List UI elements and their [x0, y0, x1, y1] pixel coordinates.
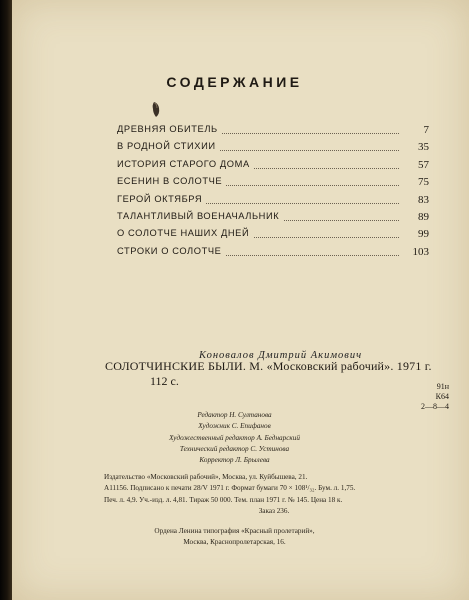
- subject-code: 2—8—4: [421, 402, 449, 411]
- print-details: [104, 472, 444, 517]
- credit-line: Технический редактор С. Устинова: [179, 444, 290, 453]
- classification-codes: [421, 382, 449, 412]
- toc-entry-page: 75: [418, 176, 429, 189]
- order-number: Заказ 236.: [258, 506, 290, 515]
- toc-entry-title: ТАЛАНТЛИВЫЙ ВОЕНАЧАЛЬНИК: [117, 211, 283, 221]
- credit-line: Художник С. Епифанов: [198, 422, 271, 431]
- toc-entry: [117, 124, 429, 141]
- credit-line: Художественный редактор А. Беднарский: [169, 433, 300, 442]
- publisher-address: Издательство «Московский рабочий», Москва, ул. Куйбышева, 21.: [104, 473, 308, 481]
- page-count: 112 с.: [150, 374, 179, 388]
- printer-line: Ордена Ленина типография «Красный пролетарий»,: [154, 527, 315, 535]
- toc-entry-page: 57: [418, 158, 429, 171]
- toc-entry-title: ГЕРОЙ ОКТЯБРЯ: [117, 194, 206, 204]
- toc-entry: [117, 194, 429, 211]
- print-spec-line: Печ. л. 4,9. Уч.-изд. л. 4,81. Тираж 50 000. Тем. план 1971 г. № 145. Цена 18 к.: [104, 495, 343, 504]
- contents-title: СОДЕРЖАНИЕ: [166, 74, 303, 90]
- credit-line: Редактор Н. Султанова: [197, 411, 272, 419]
- toc-entry-title: ЕСЕНИН В СОЛОТЧЕ: [117, 176, 226, 186]
- bbk-code: 91н: [436, 382, 449, 391]
- book-description: СОЛОТЧИНСКИЕ БЫЛИ. М. «Московский рабочий». 1971 г.: [105, 359, 432, 373]
- toc-entry-page: 103: [412, 245, 429, 258]
- toc-entry-title: О СОЛОТЧЕ НАШИХ ДНЕЙ: [117, 228, 253, 238]
- printing-house: [0, 526, 469, 549]
- page-edge: [0, 0, 12, 600]
- printer-line: Москва, Краснопролетарская, 16.: [183, 538, 286, 547]
- toc-entry-page: 99: [418, 228, 429, 241]
- toc-entry-title: ДРЕВНЯЯ ОБИТЕЛЬ: [117, 124, 222, 134]
- toc-entry: [117, 211, 429, 228]
- author-mark: К64: [435, 392, 449, 401]
- table-of-contents: [117, 124, 429, 263]
- ink-blot-icon: [151, 101, 161, 118]
- toc-entry-title: В РОДНОЙ СТИХИИ: [117, 141, 220, 151]
- print-spec-line: А11156. Подписано к печати 28/V 1971 г. Формат бумаги 70 × 108¹/₃₂. Бум. л. 1,75.: [104, 484, 356, 493]
- toc-entry: [117, 176, 429, 193]
- toc-entry: [117, 246, 429, 263]
- credit-line: Корректор Л. Брылева: [199, 456, 270, 465]
- toc-entry-title: СТРОКИ О СОЛОТЧЕ: [117, 246, 225, 256]
- author-name: Коновалов Дмитрий Акимович: [199, 350, 363, 361]
- toc-entry: [117, 141, 429, 158]
- toc-entry-title: ИСТОРИЯ СТАРОГО ДОМА: [117, 159, 254, 169]
- toc-entry: [117, 159, 429, 176]
- toc-entry: [117, 228, 429, 245]
- toc-entry-page: 83: [418, 193, 429, 206]
- toc-entry-page: 7: [423, 124, 429, 136]
- toc-entry-page: 89: [418, 210, 429, 223]
- editorial-credits: [0, 410, 469, 466]
- toc-entry-page: 35: [418, 141, 429, 154]
